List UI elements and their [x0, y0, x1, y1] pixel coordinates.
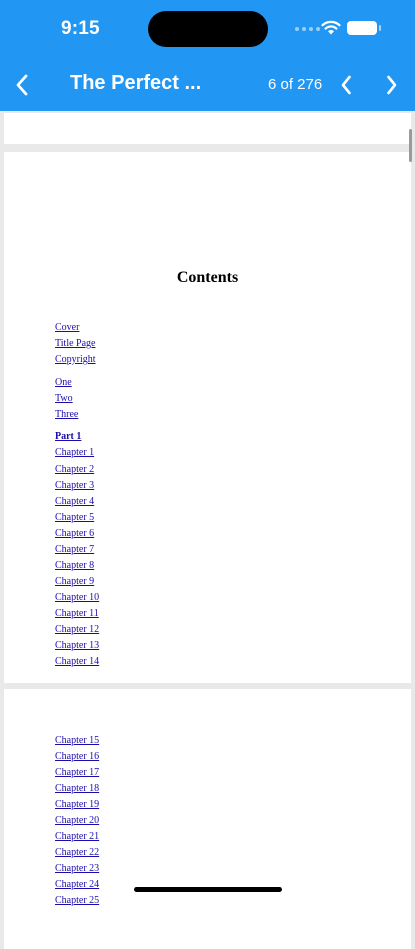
toc-link-chapter[interactable]: Chapter 23: [55, 863, 100, 874]
cellular-signal-icon: [295, 27, 320, 31]
wifi-icon: [321, 19, 341, 35]
status-time: 9:15: [61, 18, 100, 39]
contents-heading: Contents: [176, 269, 239, 286]
toc-link-one[interactable]: One: [55, 377, 72, 388]
toc-link-chapter[interactable]: Chapter 18: [55, 783, 100, 794]
toc-link-chapter[interactable]: Chapter 8: [55, 560, 95, 571]
chevron-left-icon: [340, 75, 352, 95]
toc-link-chapter[interactable]: Chapter 6: [55, 528, 95, 539]
toc-link-chapter[interactable]: Chapter 4: [55, 496, 95, 507]
toc-link-copyright[interactable]: Copyright: [55, 354, 96, 365]
toc-link-chapter[interactable]: Chapter 20: [55, 815, 100, 826]
page-counter: 6 of 276: [268, 76, 323, 93]
toc-link-cover[interactable]: Cover: [55, 322, 80, 333]
next-page-button[interactable]: [380, 70, 404, 100]
app-header: [0, 0, 415, 111]
toc-link-title-page[interactable]: Title Page: [55, 338, 96, 349]
toc-link-chapter[interactable]: Chapter 5: [55, 512, 95, 523]
toc-link-chapter[interactable]: Chapter 24: [55, 879, 100, 890]
toc-link-chapter[interactable]: Chapter 19: [55, 799, 100, 810]
toc-link-three[interactable]: Three: [55, 409, 79, 420]
dynamic-island: [148, 11, 268, 47]
home-indicator[interactable]: [134, 887, 282, 892]
back-button[interactable]: [9, 70, 35, 100]
toc-link-chapter[interactable]: Chapter 21: [55, 831, 100, 842]
toc-link-chapter[interactable]: Chapter 16: [55, 751, 100, 762]
chevron-right-icon: [386, 75, 398, 95]
chevron-left-icon: [15, 74, 29, 96]
toc-link-two[interactable]: Two: [55, 393, 73, 404]
previous-page: [4, 113, 411, 144]
toc-link-chapter[interactable]: Chapter 2: [55, 464, 95, 475]
contents-page: [4, 152, 411, 683]
toc-link-part-1[interactable]: Part 1: [55, 431, 82, 442]
toc-link-chapter[interactable]: Chapter 14: [55, 656, 100, 667]
toc-link-chapter[interactable]: Chapter 25: [55, 895, 100, 906]
toc-link-chapter[interactable]: Chapter 10: [55, 592, 100, 603]
battery-icon: [347, 21, 377, 35]
toc-link-chapter[interactable]: Chapter 11: [55, 608, 99, 619]
previous-page-button[interactable]: [334, 70, 358, 100]
toc-link-chapter[interactable]: Chapter 13: [55, 640, 100, 651]
next-page: [4, 689, 411, 949]
toc-link-chapter[interactable]: Chapter 9: [55, 576, 95, 587]
book-title: The Perfect ...: [70, 72, 202, 94]
toc-link-chapter[interactable]: Chapter 12: [55, 624, 100, 635]
scrollbar-thumb[interactable]: [409, 129, 412, 162]
toc-link-chapter[interactable]: Chapter 17: [55, 767, 100, 778]
toc-link-chapter[interactable]: Chapter 15: [55, 735, 100, 746]
toc-link-chapter[interactable]: Chapter 1: [55, 447, 95, 458]
toc-link-chapter[interactable]: Chapter 3: [55, 480, 95, 491]
toc-link-chapter[interactable]: Chapter 7: [55, 544, 95, 555]
reader-view[interactable]: [0, 111, 415, 906]
toc-link-chapter[interactable]: Chapter 22: [55, 847, 100, 858]
